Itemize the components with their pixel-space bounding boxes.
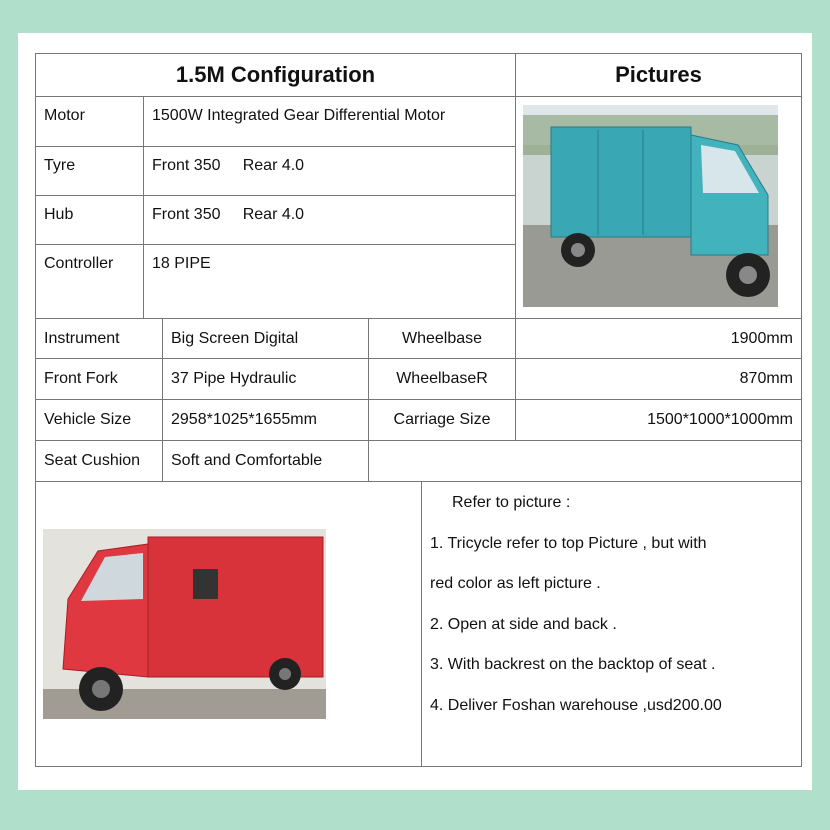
note-line: 4. Deliver Foshan warehouse ,usd200.00	[430, 696, 722, 714]
red-tricycle-image	[43, 529, 326, 719]
spec-value-seat-cushion: Soft and Comfortable	[162, 440, 369, 482]
spec-value-carriage-size: 1500*1000*1000mm	[515, 399, 802, 441]
spec-value-vehicle-size: 2958*1025*1655mm	[162, 399, 369, 441]
spec-label-vehicle-size: Vehicle Size	[35, 399, 163, 441]
pictures-title: Pictures	[515, 53, 802, 97]
spec-value-motor: 1500W Integrated Gear Differential Motor	[143, 96, 516, 147]
spec-value-instrument: Big Screen Digital	[162, 318, 369, 359]
note-line: 1. Tricycle refer to top Picture , but with	[430, 534, 707, 552]
red-picture-cell	[35, 481, 422, 767]
spec-label-controller: Controller	[35, 244, 144, 319]
blue-tricycle-image	[523, 105, 778, 307]
note-line: 3. With backrest on the backtop of seat .	[430, 656, 716, 673]
spec-label-hub: Hub	[35, 195, 144, 245]
spec-label-motor: Motor	[35, 96, 144, 147]
config-title: 1.5M Configuration	[35, 53, 516, 97]
spec-value-wheelbase: 1900mm	[515, 318, 802, 359]
spec-label-seat-cushion: Seat Cushion	[35, 440, 163, 482]
pictures-cell	[515, 96, 802, 319]
spec-value-hub: Front 350 Rear 4.0	[143, 195, 516, 245]
spec-label-wheelbase: Wheelbase	[368, 318, 516, 359]
spec-label-wheelbase-r: WheelbaseR	[368, 358, 516, 400]
spec-label-instrument: Instrument	[35, 318, 163, 359]
notes-title: Refer to picture :	[452, 494, 571, 511]
note-line: red color as left picture .	[430, 575, 601, 592]
empty-cell	[368, 440, 802, 482]
note-line: 2. Open at side and back .	[430, 615, 617, 633]
notes-cell	[421, 481, 802, 767]
spec-label-carriage-size: Carriage Size	[368, 399, 516, 441]
spec-value-tyre: Front 350 Rear 4.0	[143, 146, 516, 196]
spec-value-front-fork: 37 Pipe Hydraulic	[162, 358, 369, 400]
spec-label-front-fork: Front Fork	[35, 358, 163, 400]
spec-value-controller: 18 PIPE	[143, 244, 516, 319]
spec-value-wheelbase-r: 870mm	[515, 358, 802, 400]
spec-label-tyre: Tyre	[35, 146, 144, 196]
